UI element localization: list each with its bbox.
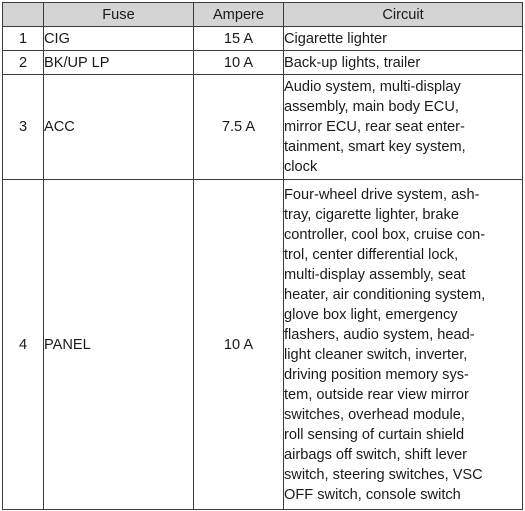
header-number — [3, 3, 44, 27]
circuit-line: driving position memory sys- — [284, 366, 469, 383]
row-circuit — [284, 27, 523, 51]
circuit-line: switch, steering switches, VSC — [284, 466, 483, 483]
row-circuit — [284, 180, 523, 510]
circuit-line: tray, cigarette lighter, brake — [284, 206, 459, 223]
circuit-line: heater, air conditioning system, — [284, 286, 486, 303]
row-fuse: CIG — [44, 27, 194, 51]
circuit-line: Back-up lights, trailer — [284, 54, 421, 71]
circuit-line: tem, outside rear view mirror — [284, 386, 469, 403]
circuit-line: controller, cool box, cruise con- — [284, 226, 486, 243]
header-row — [3, 3, 523, 27]
row-circuit — [284, 75, 523, 180]
header-circuit: Circuit — [284, 3, 523, 27]
table-row — [3, 180, 523, 510]
circuit-line: flashers, audio system, head- — [284, 326, 475, 343]
row-ampere: 10 A — [194, 51, 284, 75]
circuit-line: trol, center differential lock, — [284, 246, 459, 263]
row-fuse: ACC — [44, 75, 194, 180]
row-number: 2 — [3, 51, 44, 75]
circuit-line: Cigarette lighter — [284, 30, 388, 47]
circuit-line: assembly, main body ECU, — [284, 99, 459, 115]
header-fuse: Fuse — [44, 3, 194, 27]
circuit-line: clock — [284, 159, 318, 175]
row-number: 3 — [3, 75, 44, 180]
table-row — [3, 75, 523, 180]
circuit-line: switches, overhead module, — [284, 406, 465, 423]
row-ampere: 10 A — [194, 180, 284, 510]
fuse-table — [2, 2, 523, 510]
circuit-line: tainment, smart key system, — [284, 139, 466, 155]
row-circuit — [284, 51, 523, 75]
row-fuse: BK/UP LP — [44, 51, 194, 75]
row-ampere: 15 A — [194, 27, 284, 51]
circuit-line: light cleaner switch, inverter, — [284, 346, 468, 363]
row-number: 4 — [3, 180, 44, 510]
circuit-line: OFF switch, console switch — [284, 486, 461, 503]
circuit-line: mirror ECU, rear seat enter- — [284, 119, 465, 135]
circuit-line: roll sensing of curtain shield — [284, 426, 465, 443]
circuit-line: glove box light, emergency — [284, 306, 458, 323]
row-fuse: PANEL — [44, 180, 194, 510]
circuit-line: airbags off switch, shift lever — [284, 446, 468, 463]
header-ampere: Ampere — [194, 3, 284, 27]
circuit-line: Audio system, multi-display — [284, 79, 461, 95]
table-row — [3, 51, 523, 75]
table-row — [3, 27, 523, 51]
row-number: 1 — [3, 27, 44, 51]
circuit-line: multi-display assembly, seat — [284, 266, 466, 283]
row-ampere: 7.5 A — [194, 75, 284, 180]
circuit-line: Four-wheel drive system, ash- — [284, 186, 480, 203]
